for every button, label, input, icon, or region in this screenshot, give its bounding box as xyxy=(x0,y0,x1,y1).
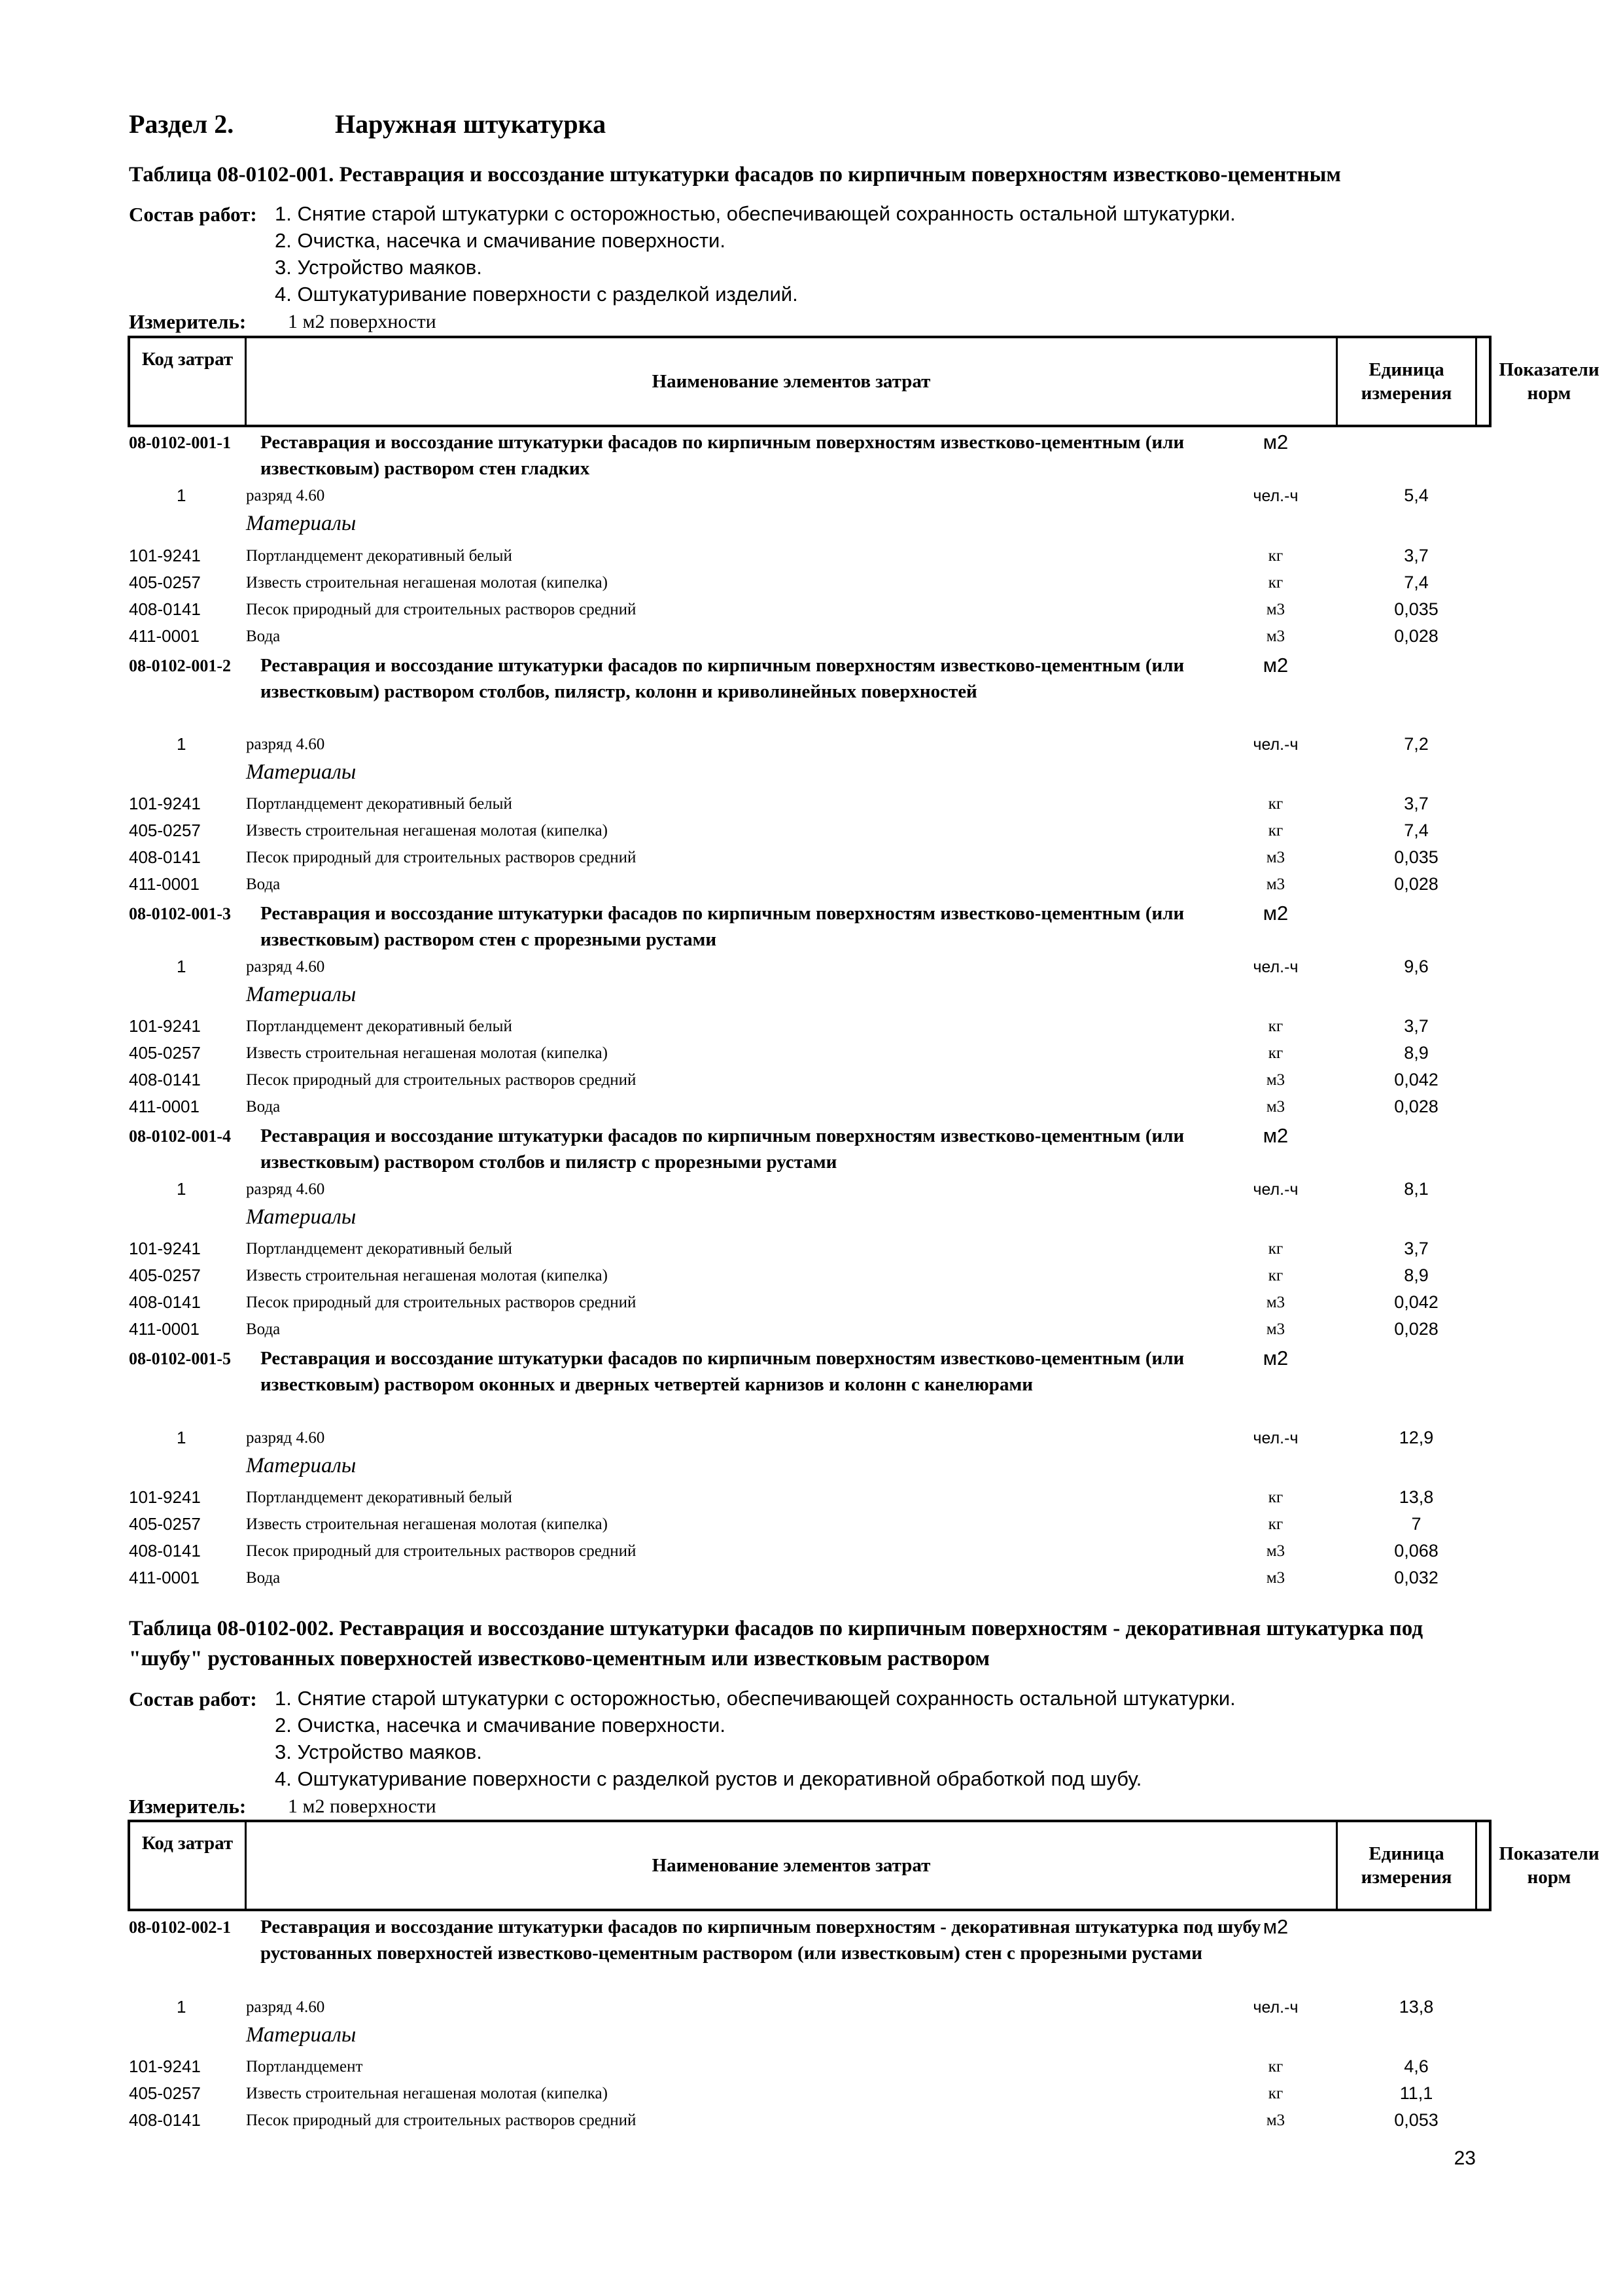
material-unit: м3 xyxy=(1266,1320,1285,1338)
material-code: 101-9241 xyxy=(129,1016,201,1036)
header-name: Наименование элементов затрат xyxy=(652,371,931,392)
material-name: Известь строительная негашеная молотая (кипелка) xyxy=(246,574,608,592)
labor-code: 1 xyxy=(177,1428,186,1447)
labor-code: 1 xyxy=(177,734,186,754)
material-code: 405-0257 xyxy=(129,1043,201,1063)
material-unit: м3 xyxy=(1266,849,1285,866)
material-name: Портландцемент декоративный белый xyxy=(246,1240,512,1258)
labor-value: 8,1 xyxy=(1404,1179,1429,1199)
material-code: 101-9241 xyxy=(129,1487,201,1507)
labor-name: разряд 4.60 xyxy=(246,487,325,504)
labor-value: 13,8 xyxy=(1399,1997,1434,2017)
labor-unit: чел.-ч xyxy=(1253,487,1299,505)
material-code: 405-0257 xyxy=(129,1265,201,1285)
material-code: 408-0141 xyxy=(129,2110,201,2130)
section-title: Наружная штукатурка xyxy=(335,109,606,139)
labor-name: разряд 4.60 xyxy=(246,1429,325,1447)
material-name: Песок природный для строительных растворов средний xyxy=(246,1294,637,1311)
izmeritel-value: 1 м2 поверхности xyxy=(288,1795,436,1817)
material-code: 411-0001 xyxy=(129,1097,200,1116)
material-code: 408-0141 xyxy=(129,1070,201,1089)
material-value: 3,7 xyxy=(1404,1016,1429,1036)
materials-label: Материалы xyxy=(246,983,357,1006)
labor-name: разряд 4.60 xyxy=(246,735,325,753)
material-unit: кг xyxy=(1268,2058,1283,2075)
material-name: Портландцемент декоративный белый xyxy=(246,1489,512,1506)
materials-label: Материалы xyxy=(246,760,357,784)
material-value: 8,9 xyxy=(1404,1043,1429,1063)
material-code: 411-0001 xyxy=(129,1319,200,1339)
section-label: Раздел 2. xyxy=(129,109,234,139)
material-code: 408-0141 xyxy=(129,1292,201,1312)
sostav-item: 4. Оштукатуривание поверхности с разделкой изделий. xyxy=(275,283,798,306)
material-name: Известь строительная негашеная молотая (кипелка) xyxy=(246,1044,608,1062)
material-value: 4,6 xyxy=(1404,2057,1429,2076)
material-unit: кг xyxy=(1268,1017,1283,1035)
labor-unit: чел.-ч xyxy=(1253,1998,1299,2017)
material-unit: м3 xyxy=(1266,1098,1285,1116)
materials-label: Материалы xyxy=(246,2023,357,2047)
item-title: Реставрация и воссоздание штукатурки фасадов по кирпичным поверхностям известково-цементным (или известковым) раствором столбов и пилястр с прорезными рустами xyxy=(260,1125,1185,1173)
material-code: 408-0141 xyxy=(129,1541,201,1561)
material-code: 405-0257 xyxy=(129,1514,201,1534)
sostav-item: 3. Устройство маяков. xyxy=(275,1740,482,1763)
material-name: Портландцемент декоративный белый xyxy=(246,547,512,565)
item-code: 08-0102-001-2 xyxy=(129,656,231,675)
item-title: Реставрация и воссоздание штукатурки фасадов по кирпичным поверхностям известково-цементным (или известковым) раствором оконных и дверных четвертей карнизов и колонн с канелюрами xyxy=(260,1348,1185,1395)
material-unit: кг xyxy=(1268,574,1283,592)
material-name: Вода xyxy=(246,875,281,893)
item-code: 08-0102-001-1 xyxy=(129,433,231,452)
material-name: Известь строительная негашеная молотая (кипелка) xyxy=(246,1267,608,1284)
material-value: 0,028 xyxy=(1394,1097,1439,1116)
material-value: 7,4 xyxy=(1404,821,1429,840)
izmeritel-label: Измеритель: xyxy=(129,1795,247,1818)
sostav-item: 3. Устройство маяков. xyxy=(275,256,482,279)
labor-unit: чел.-ч xyxy=(1253,1180,1299,1199)
material-name: Вода xyxy=(246,627,281,645)
material-unit: м3 xyxy=(1266,601,1285,618)
material-code: 101-9241 xyxy=(129,1239,201,1258)
sostav-item: 2. Очистка, насечка и смачивание поверхности. xyxy=(275,229,725,252)
header-norm: Показатели норм xyxy=(1499,1843,1599,1888)
item-unit: м2 xyxy=(1263,654,1289,677)
labor-code: 1 xyxy=(177,957,186,976)
material-name: Песок природный для строительных растворов средний xyxy=(246,849,637,866)
material-unit: кг xyxy=(1268,795,1283,813)
labor-code: 1 xyxy=(177,1179,186,1199)
header-norm: Показатели норм xyxy=(1499,359,1599,404)
material-name: Портландцемент xyxy=(246,2058,363,2075)
material-name: Песок природный для строительных растворов средний xyxy=(246,1542,637,1560)
sostav-item: 2. Очистка, насечка и смачивание поверхности. xyxy=(275,1714,725,1737)
material-code: 408-0141 xyxy=(129,599,201,619)
item-code: 08-0102-001-4 xyxy=(129,1127,231,1146)
material-value: 0,042 xyxy=(1394,1070,1439,1089)
material-value: 0,042 xyxy=(1394,1292,1439,1312)
izmeritel-label: Измеритель: xyxy=(129,310,247,333)
material-value: 0,028 xyxy=(1394,626,1439,646)
material-code: 101-9241 xyxy=(129,546,201,565)
material-value: 11,1 xyxy=(1399,2083,1433,2103)
material-code: 411-0001 xyxy=(129,1568,200,1587)
labor-name: разряд 4.60 xyxy=(246,1998,325,2016)
labor-code: 1 xyxy=(177,486,186,505)
item-unit: м2 xyxy=(1263,431,1289,453)
labor-value: 9,6 xyxy=(1404,957,1429,976)
sostav-item: 1. Снятие старой штукатурки с осторожностью, обеспечивающей сохранность остальной штукатурки. xyxy=(275,1687,1236,1710)
labor-unit: чел.-ч xyxy=(1253,958,1299,976)
material-unit: кг xyxy=(1268,1240,1283,1258)
material-unit: м3 xyxy=(1266,875,1285,893)
material-unit: кг xyxy=(1268,822,1283,839)
table-title: Таблица 08-0102-001. Реставрация и воссоздание штукатурки фасадов по кирпичным поверхностям известково-цементным xyxy=(129,163,1341,186)
item-title: Реставрация и воссоздание штукатурки фасадов по кирпичным поверхностям известково-цементным (или известковым) раствором стен гладких xyxy=(260,432,1185,479)
labor-value: 12,9 xyxy=(1399,1428,1434,1447)
item-unit: м2 xyxy=(1263,1124,1289,1147)
header-unit: Единица измерения xyxy=(1361,359,1452,404)
item-unit: м2 xyxy=(1263,1915,1289,1938)
item-unit: м2 xyxy=(1263,1347,1289,1369)
material-value: 0,028 xyxy=(1394,874,1439,894)
material-value: 3,7 xyxy=(1404,794,1429,813)
labor-code: 1 xyxy=(177,1997,186,2017)
material-value: 0,028 xyxy=(1394,1319,1439,1339)
materials-label: Материалы xyxy=(246,512,357,535)
item-title: Реставрация и воссоздание штукатурки фасадов по кирпичным поверхностям - декоративная штукатурка под шубу рустованных поверхностей известково-цементным раствором (или известковым) стен с прорезными рустами xyxy=(260,1916,1261,1964)
material-value: 7 xyxy=(1411,1514,1422,1534)
material-name: Известь строительная негашеная молотая (кипелка) xyxy=(246,2085,608,2102)
material-value: 7,4 xyxy=(1404,573,1429,592)
material-code: 101-9241 xyxy=(129,2057,201,2076)
table-header xyxy=(128,336,1599,427)
material-name: Портландцемент декоративный белый xyxy=(246,1017,512,1035)
material-unit: м3 xyxy=(1266,1542,1285,1560)
labor-name: разряд 4.60 xyxy=(246,958,325,976)
sostav-label: Состав работ: xyxy=(129,1687,257,1710)
material-unit: кг xyxy=(1268,1267,1283,1284)
material-name: Вода xyxy=(246,1320,281,1338)
izmeritel-value: 1 м2 поверхности xyxy=(288,311,436,332)
table-title: Таблица 08-0102-002. Реставрация и воссоздание штукатурки фасадов по кирпичным поверхностям - декоративная штукатурка под "шубу" рустованных поверхностей известково-цементным или известковым раствором xyxy=(129,1617,1423,1670)
material-unit: кг xyxy=(1268,1044,1283,1062)
header-code: Код затрат xyxy=(141,349,234,370)
material-code: 411-0001 xyxy=(129,626,200,646)
labor-value: 7,2 xyxy=(1404,734,1429,754)
material-value: 0,032 xyxy=(1394,1568,1439,1587)
material-value: 0,053 xyxy=(1394,2110,1439,2130)
sostav-item: 1. Снятие старой штукатурки с осторожностью, обеспечивающей сохранность остальной штукатурки. xyxy=(275,202,1236,225)
material-value: 0,035 xyxy=(1394,847,1439,867)
material-unit: м3 xyxy=(1266,627,1285,645)
material-code: 101-9241 xyxy=(129,794,201,813)
sostav-label: Состав работ: xyxy=(129,203,257,226)
labor-value: 5,4 xyxy=(1404,486,1429,505)
material-value: 13,8 xyxy=(1399,1487,1434,1507)
material-name: Известь строительная негашеная молотая (кипелка) xyxy=(246,1515,608,1533)
labor-unit: чел.-ч xyxy=(1253,1429,1299,1447)
material-unit: м3 xyxy=(1266,1294,1285,1311)
material-name: Песок природный для строительных растворов средний xyxy=(246,2111,637,2129)
material-name: Известь строительная негашеная молотая (кипелка) xyxy=(246,822,608,839)
labor-name: разряд 4.60 xyxy=(246,1180,325,1198)
table-header xyxy=(128,1820,1599,1911)
material-value: 8,9 xyxy=(1404,1265,1429,1285)
material-unit: м3 xyxy=(1266,2111,1285,2129)
material-unit: м3 xyxy=(1266,1071,1285,1089)
item-unit: м2 xyxy=(1263,902,1289,925)
sostav-item: 4. Оштукатуривание поверхности с разделкой рустов и декоративной обработкой под шубу. xyxy=(275,1767,1142,1790)
item-code: 08-0102-001-5 xyxy=(129,1349,231,1368)
material-name: Песок природный для строительных растворов средний xyxy=(246,1071,637,1089)
material-name: Вода xyxy=(246,1569,281,1587)
material-value: 0,035 xyxy=(1394,599,1439,619)
material-code: 405-0257 xyxy=(129,2083,201,2103)
material-code: 405-0257 xyxy=(129,573,201,592)
item-code: 08-0102-001-3 xyxy=(129,904,231,923)
material-unit: кг xyxy=(1268,1515,1283,1533)
material-name: Песок природный для строительных растворов средний xyxy=(246,601,637,618)
labor-unit: чел.-ч xyxy=(1253,735,1299,754)
item-code: 08-0102-002-1 xyxy=(129,1918,231,1937)
header-unit: Единица измерения xyxy=(1361,1843,1452,1888)
item-title: Реставрация и воссоздание штукатурки фасадов по кирпичным поверхностям известково-цементным (или известковым) раствором столбов, пилястр, колонн и криволинейных поверхностей xyxy=(260,655,1185,702)
material-value: 3,7 xyxy=(1404,546,1429,565)
material-code: 408-0141 xyxy=(129,847,201,867)
material-value: 3,7 xyxy=(1404,1239,1429,1258)
material-name: Вода xyxy=(246,1098,281,1116)
material-code: 405-0257 xyxy=(129,821,201,840)
item-title: Реставрация и воссоздание штукатурки фасадов по кирпичным поверхностям известково-цементным (или известковым) раствором стен с прорезными рустами xyxy=(260,903,1185,950)
page-number: 23 xyxy=(1454,2147,1476,2169)
material-value: 0,068 xyxy=(1394,1541,1439,1561)
material-unit: кг xyxy=(1268,2085,1283,2102)
material-unit: кг xyxy=(1268,1489,1283,1506)
header-code: Код затрат xyxy=(141,1833,234,1854)
materials-label: Материалы xyxy=(246,1205,357,1229)
header-name: Наименование элементов затрат xyxy=(652,1855,931,1876)
material-name: Портландцемент декоративный белый xyxy=(246,795,512,813)
materials-label: Материалы xyxy=(246,1454,357,1477)
material-unit: кг xyxy=(1268,547,1283,565)
material-unit: м3 xyxy=(1266,1569,1285,1587)
material-code: 411-0001 xyxy=(129,874,200,894)
